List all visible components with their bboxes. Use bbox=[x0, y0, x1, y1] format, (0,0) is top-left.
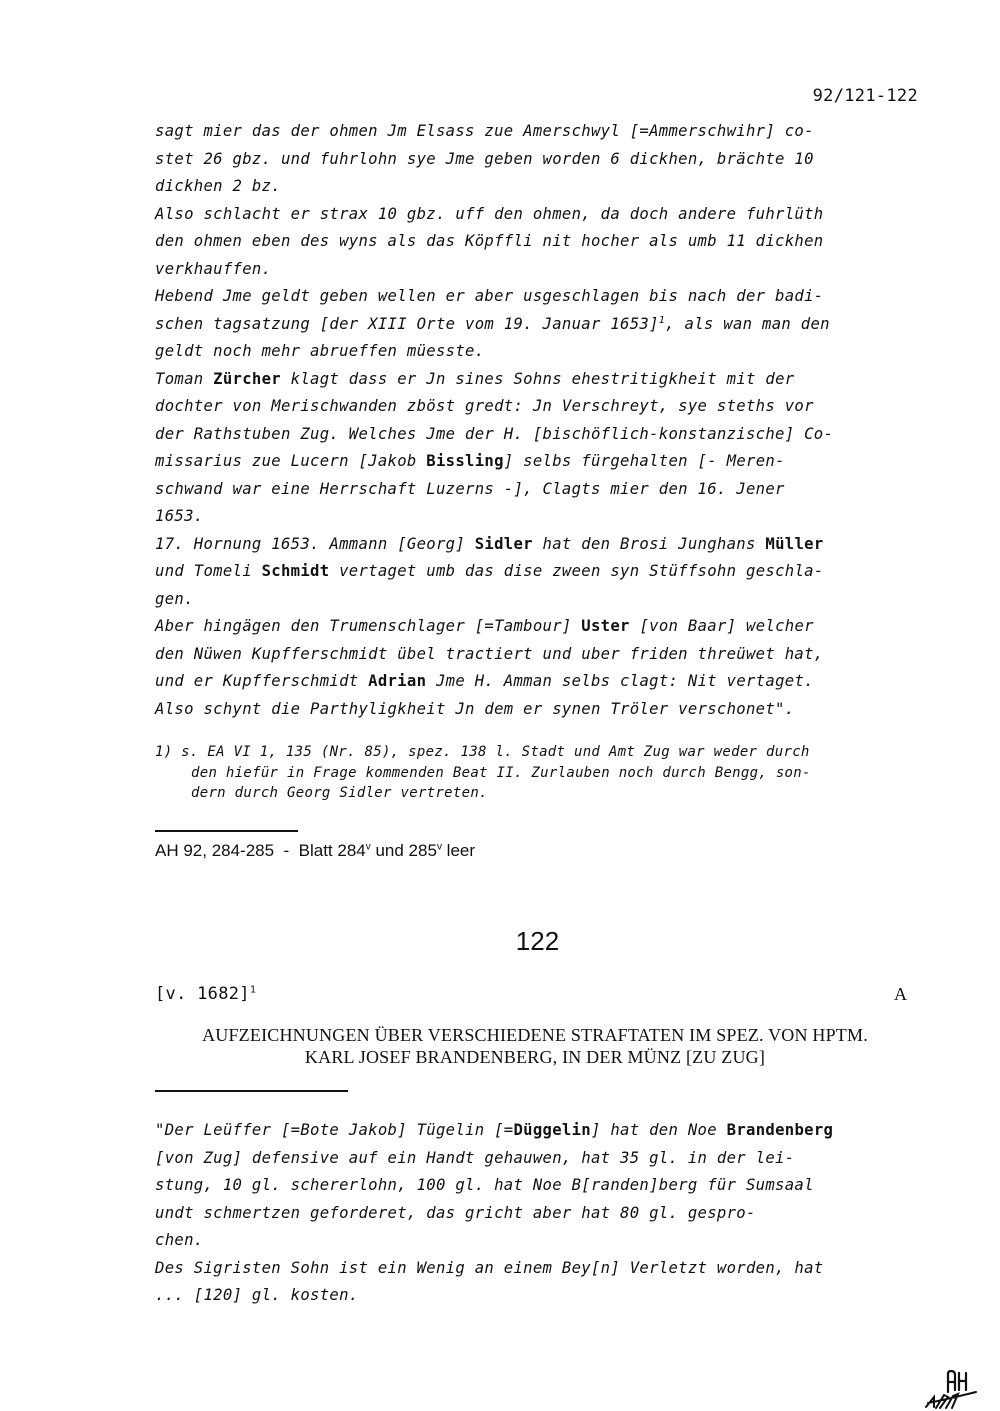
text-line: Also schlacht er strax 10 gbz. uff den ohmen, da doch andere fuhrlüth bbox=[155, 204, 824, 223]
text-run: 17. Hornung 1653. Ammann [Georg] bbox=[155, 534, 475, 553]
text-line: dickhen 2 bz. bbox=[155, 177, 281, 195]
document-heading bbox=[155, 1024, 915, 1068]
text-line: ... [120] gl. kosten. bbox=[155, 1286, 359, 1304]
source-note bbox=[155, 841, 475, 861]
footnote-ref: 1 bbox=[658, 314, 666, 326]
text-run: Aber hingägen den Trumenschlager [=Tambour] bbox=[155, 617, 582, 635]
source-text: leer bbox=[441, 841, 476, 860]
text-run: "Der Leüffer [=Bote Jakob] Tügelin [= bbox=[155, 1121, 514, 1139]
text-line: schwand war eine Herrschaft Luzerns -], Clagts mier den 16. Jener bbox=[155, 479, 785, 498]
text-line: gen. bbox=[155, 589, 194, 608]
person-name: Müller bbox=[765, 534, 824, 553]
text-line: 1653. bbox=[155, 507, 204, 525]
verso-mark: v bbox=[436, 841, 442, 853]
text-line: [von Zug] defensive auf ein Handt gehauwen, hat 35 gl. in der lei- bbox=[155, 1148, 795, 1167]
person-name: Düggelin bbox=[513, 1121, 591, 1139]
date-text: [v. 1682] bbox=[155, 984, 250, 1004]
text-run: Toman bbox=[155, 369, 214, 388]
text-line: stung, 10 gl. schererlohn, 100 gl. hat Noe B[randen]berg für Sumsaal bbox=[155, 1176, 814, 1194]
verso-mark: v bbox=[365, 841, 371, 853]
footnote-line: den hiefür in Frage kommenden Beat II. Zurlauben noch durch Bengg, son- bbox=[191, 764, 811, 781]
date-line bbox=[155, 984, 256, 1004]
text-run: hat den Brosi Junghans bbox=[532, 534, 766, 553]
text-line: den ohmen eben des wyns als das Köpffli nit hocher als umb 11 dickhen bbox=[155, 232, 824, 250]
text-run: missarius zue Lucern [Jakob bbox=[155, 452, 427, 470]
text-line: der Rathstuben Zug. Welches Jme der H. [bischöflich-konstanzische] Co- bbox=[155, 424, 834, 443]
text-run: , als wan man den bbox=[665, 314, 830, 333]
text-run: Jme H. Amman selbs clagt: Nit vertaget. bbox=[426, 672, 814, 690]
text-line: undt schmertzen geforderet, das gricht aber hat 80 gl. gespro- bbox=[155, 1203, 756, 1222]
handwritten-signature bbox=[918, 1370, 984, 1410]
person-name: Sidler bbox=[474, 534, 533, 553]
footnote-ref: 1 bbox=[249, 984, 257, 996]
text-line bbox=[155, 1117, 935, 1145]
text-line bbox=[155, 311, 935, 339]
text-line bbox=[155, 531, 935, 559]
text-run: schen tagsatzung [der XIII Orte vom 19. Januar 1653] bbox=[155, 314, 659, 333]
text-line: stet 26 gbz. und fuhrlohn sye Jme geben worden 6 dickhen, brächte 10 bbox=[155, 149, 814, 168]
separator-rule bbox=[155, 830, 298, 832]
document-number: 122 bbox=[515, 926, 560, 956]
text-line: Also schynt die Parthyligkheit Jn dem er synen Tröler verschonet". bbox=[155, 699, 795, 718]
text-line: Des Sigristen Sohn ist ein Wenig an einem Bey[n] Verletzt worden, hat bbox=[155, 1258, 824, 1277]
section-2-text bbox=[155, 1117, 935, 1310]
person-name: Zürcher bbox=[213, 369, 281, 388]
text-run: [von Baar] welcher bbox=[629, 617, 814, 635]
person-name: Brandenberg bbox=[726, 1121, 834, 1139]
text-line bbox=[155, 613, 935, 641]
text-run: ] selbs fürgehalten [- Meren- bbox=[503, 452, 785, 470]
footnote-line: dern durch Georg Sidler vertreten. bbox=[191, 785, 488, 801]
text-run: und Tomeli bbox=[155, 562, 262, 580]
text-line: sagt mier das der ohmen Jm Elsass zue Amerschwyl [=Ammerschwihr] co- bbox=[155, 122, 814, 140]
person-name: Schmidt bbox=[261, 562, 330, 580]
text-run: klagt dass er Jn sines Sohns ehestritigkheit mit der bbox=[280, 369, 795, 388]
heading-line: AUFZEICHNUNGEN ÜBER VERSCHIEDENE STRAFTATEN IM SPEZ. VON HPTM. bbox=[202, 1025, 868, 1045]
person-name: Uster bbox=[581, 617, 630, 635]
text-line: geldt noch mehr abrueffen müesste. bbox=[155, 342, 485, 360]
footnote-line: 1) s. EA VI 1, 135 (Nr. 85), spez. 138 l. Stadt und Amt Zug war weder durch bbox=[155, 744, 810, 760]
person-name: Bissling bbox=[426, 452, 504, 470]
text-line bbox=[155, 558, 935, 586]
source-text: und 285 bbox=[370, 841, 437, 860]
text-run: vertaget umb das dise zween syn Stüffsohn geschla- bbox=[329, 562, 824, 580]
text-run: ] hat den Noe bbox=[590, 1121, 727, 1139]
footnote bbox=[155, 742, 935, 804]
document-letter: A bbox=[894, 984, 907, 1004]
text-line bbox=[155, 366, 935, 394]
text-line bbox=[155, 668, 935, 696]
text-line: chen. bbox=[155, 1231, 204, 1249]
separator-rule bbox=[155, 1090, 348, 1092]
person-name: Adrian bbox=[368, 672, 427, 690]
page-number: 92/121-122 bbox=[812, 86, 918, 106]
section-1-text bbox=[155, 118, 935, 723]
text-line: Hebend Jme geldt geben wellen er aber usgeschlagen bis nach der badi- bbox=[155, 287, 824, 305]
text-line: dochter von Merischwanden zböst gredt: Jn Verschreyt, sye steths vor bbox=[155, 397, 814, 415]
heading-line: KARL JOSEF BRANDENBERG, IN DER MÜNZ [ZU ZUG] bbox=[304, 1047, 766, 1067]
text-run: und er Kupfferschmidt bbox=[155, 672, 369, 690]
source-text: AH 92, 284-285 - Blatt 284 bbox=[155, 841, 366, 860]
text-line bbox=[155, 448, 935, 476]
text-line: verkhauffen. bbox=[155, 259, 272, 278]
text-line: den Nüwen Kupfferschmidt übel tractiert und uber friden threüwet hat, bbox=[155, 644, 824, 663]
